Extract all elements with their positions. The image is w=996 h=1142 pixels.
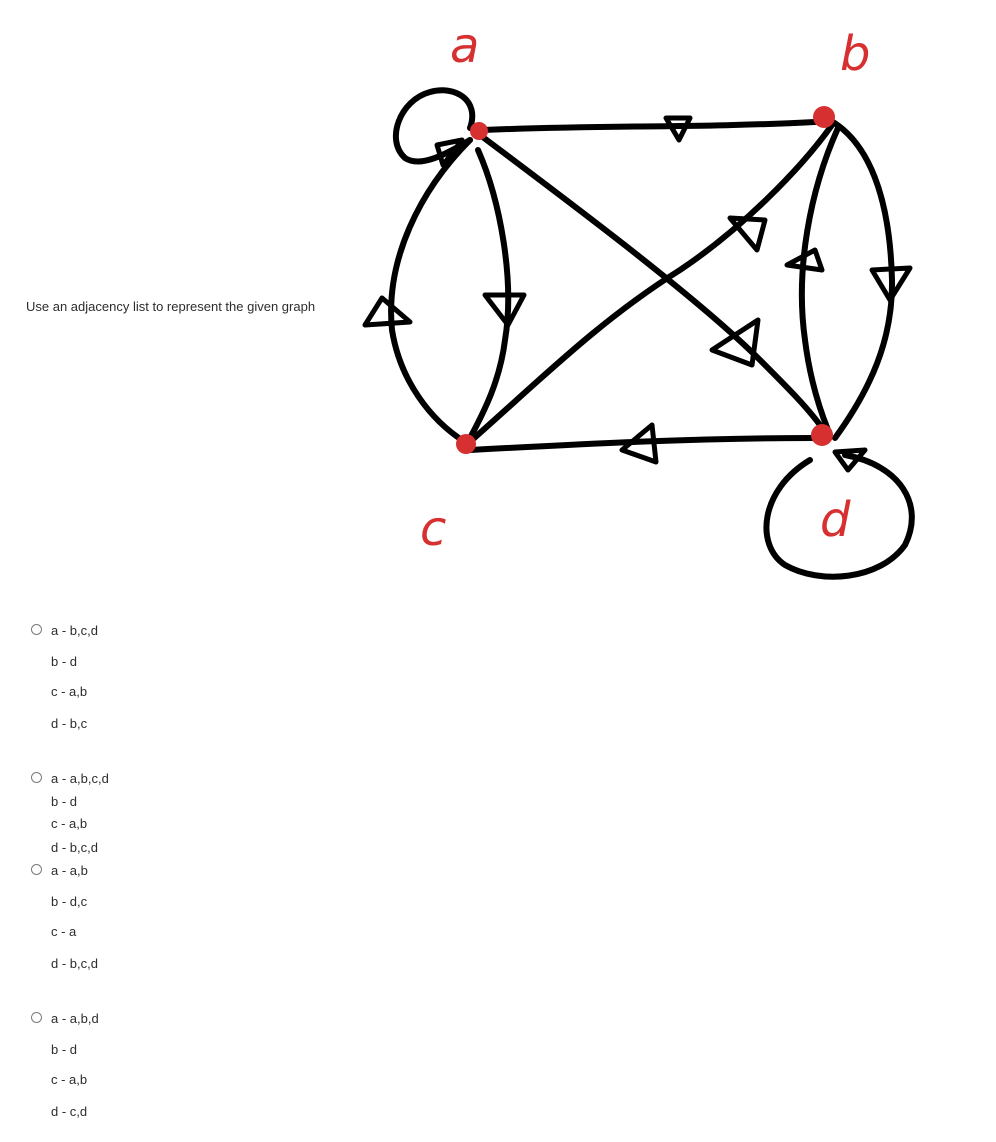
node-a <box>470 122 488 140</box>
arrow-a-d <box>712 320 758 365</box>
arrow-c-b <box>730 218 765 250</box>
edge-d-c <box>470 438 815 450</box>
option-line: c - a,b <box>51 684 88 699</box>
option-line: a - b,c,d <box>51 623 98 638</box>
option-line: c - a,b <box>51 1072 88 1087</box>
option-line: a - a,b,c,d <box>51 771 109 786</box>
arrow-a-c <box>485 295 524 325</box>
option-line: d - b,c <box>51 716 88 731</box>
arrow-a-b <box>666 118 690 140</box>
node-d <box>811 424 833 446</box>
graph-diagram <box>350 0 950 600</box>
edge-b-d-outer <box>826 118 892 438</box>
radio-button[interactable] <box>31 1012 42 1023</box>
option-line: b - d <box>51 1042 78 1057</box>
label-b: b <box>840 26 871 82</box>
option-line: d - c,d <box>51 1104 88 1119</box>
label-d: d <box>820 492 851 548</box>
option-line: d - b,c,d <box>51 840 98 855</box>
radio-button[interactable] <box>31 772 42 783</box>
edge-d-b-inner <box>802 128 838 430</box>
option-line: c - a,b <box>51 816 88 831</box>
node-b <box>813 106 835 128</box>
arrow-c-a <box>365 298 410 325</box>
option-line: a - a,b <box>51 863 88 878</box>
radio-button[interactable] <box>31 624 42 635</box>
label-c: c <box>420 501 447 557</box>
question-text: Use an adjacency list to represent the given graph <box>26 299 316 314</box>
option-line: b - d,c <box>51 894 88 909</box>
option-line: b - d <box>51 654 78 669</box>
radio-button[interactable] <box>31 864 42 875</box>
node-c <box>456 434 476 454</box>
option-line: c - a <box>51 924 77 939</box>
option-line: d - b,c,d <box>51 956 98 971</box>
label-a: a <box>450 18 480 74</box>
edge-a-b <box>483 122 815 130</box>
option-line: a - a,b,d <box>51 1011 99 1026</box>
option-line: b - d <box>51 794 78 809</box>
edge-c-a-outer <box>391 140 470 442</box>
